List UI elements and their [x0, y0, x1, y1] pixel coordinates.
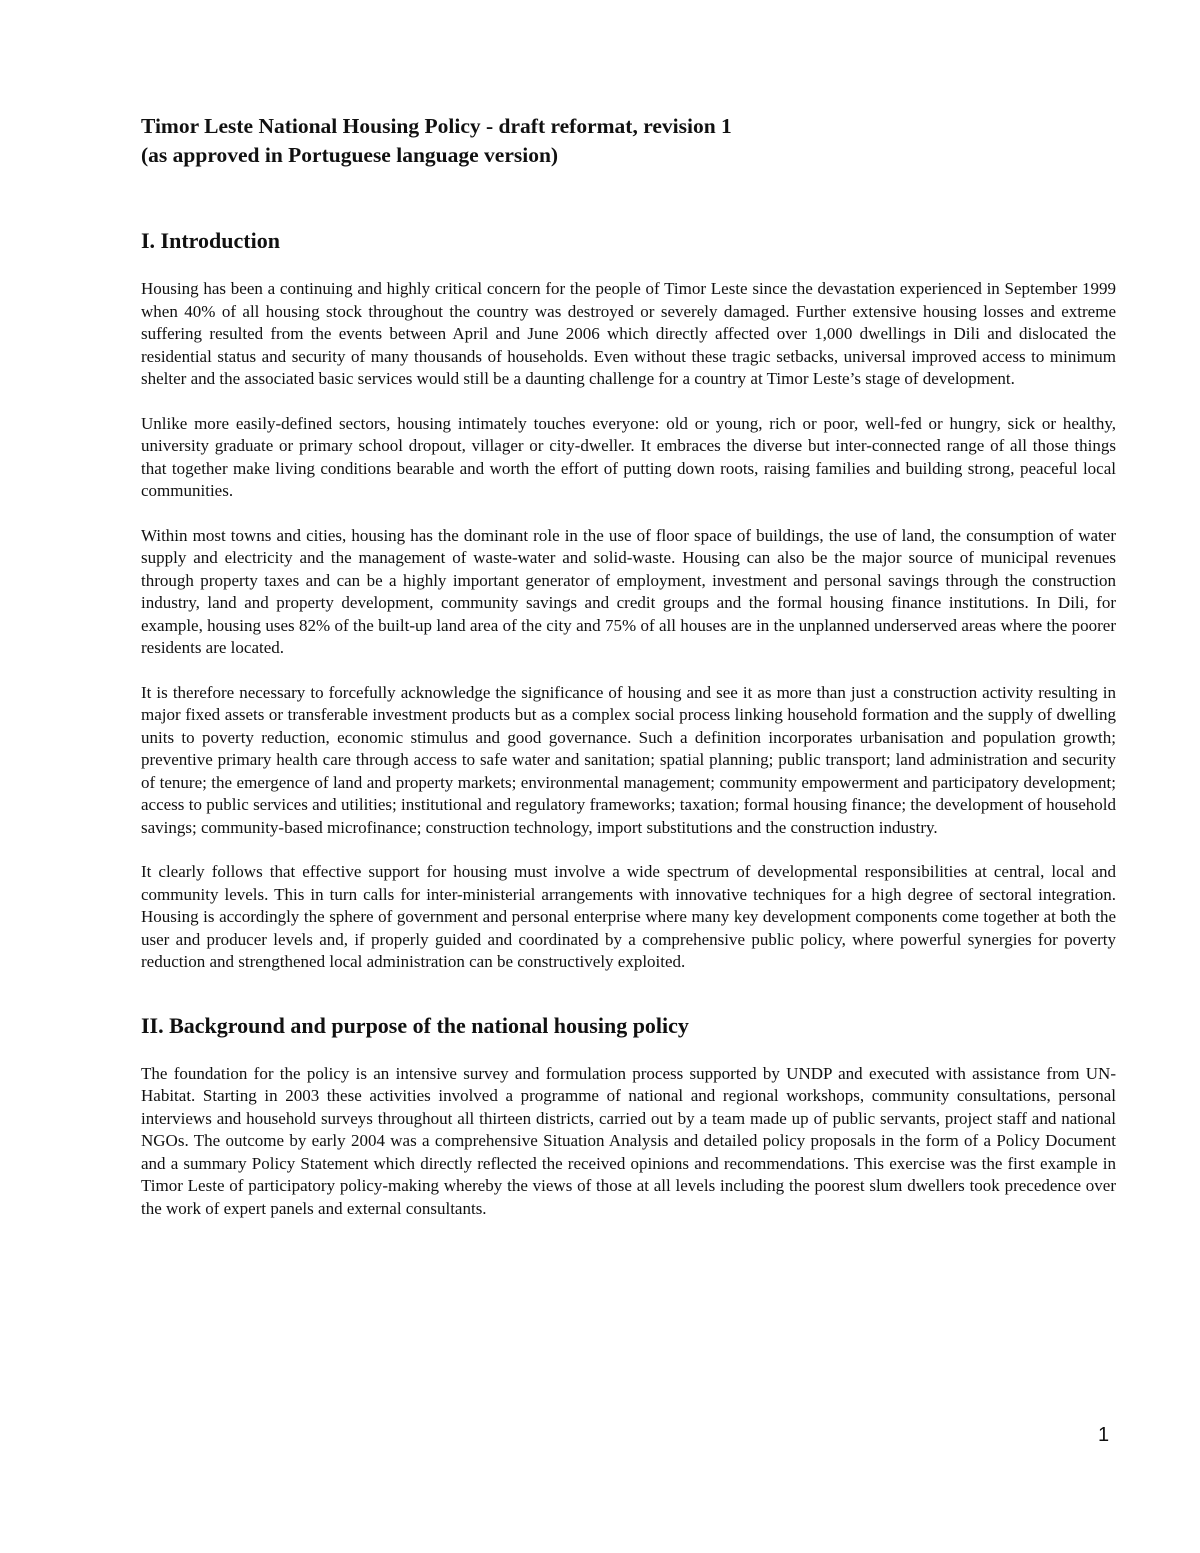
section-heading-background: II. Background and purpose of the national housing policy: [141, 1012, 689, 1038]
paragraph: Housing has been a continuing and highly critical concern for the people of Timor Leste since the devastation experienced in September 1999 when 40% of all housing stock throughout the country was destroyed or severely damaged. Further extensive housing losses and extreme suffering resulted from the events between April and June 2006 which directly affected over 1,000 dwellings in Dili and dislocated the residential status and security of many thousands of households. Even without these tragic setbacks, universal improved access to minimum shelter and the associated basic services would still be a daunting challenge for a country at Timor Leste’s stage of development.: [141, 279, 1116, 388]
paragraph: The foundation for the policy is an intensive survey and formulation process supported by UNDP and executed with assistance from UN-Habitat. Starting in 2003 these activities involved a programme of national and regional workshops, community consultations, personal interviews and household surveys throughout all thirteen districts, carried out by a team made up of public servants, project staff and national NGOs. The outcome by early 2004 was a comprehensive Situation Analysis and detailed policy proposals in the form of a Policy Document and a summary Policy Statement which directly reflected the received opinions and recommendations. This exercise was the first example in Timor Leste of participatory policy-making whereby the views of those at all levels including the poorest slum dwellers took precedence over the work of expert panels and external consultants.: [141, 1063, 1116, 1218]
document-title: [141, 112, 1116, 170]
title-line-1: Timor Leste National Housing Policy - draft reformat, revision 1: [141, 114, 732, 138]
section-heading-introduction: I. Introduction: [141, 228, 280, 253]
paragraph: It clearly follows that effective support for housing must involve a wide spectrum of developmental responsibilities at central, local and community levels. This in turn calls for inter-ministerial arrangements with innovative techniques for a high degree of sectoral integration. Housing is accordingly the sphere of government and personal enterprise where many key development components come together at both the user and producer levels and, if properly guided and coordinated by a comprehensive public policy, where powerful synergies for poverty reduction and strengthened local administration can be constructively exploited.: [141, 862, 1116, 971]
paragraph: Within most towns and cities, housing has the dominant role in the use of floor space of buildings, the use of land, the consumption of water supply and electricity and the management of waste-water and solid-waste. Housing can also be the major source of municipal revenues through property taxes and can be a highly important generator of employment, investment and personal savings through the construction industry, land and property development, community savings and credit groups and the formal housing finance institutions. In Dili, for example, housing uses 82% of the built-up land area of the city and 75% of all houses are in the unplanned underserved areas where the poorer residents are located.: [141, 525, 1116, 657]
title-line-2: (as approved in Portuguese language version): [141, 143, 559, 167]
page-number: 1: [1098, 1424, 1110, 1446]
paragraph: It is therefore necessary to forcefully acknowledge the significance of housing and see it as more than just a construction activity resulting in major fixed assets or transferable investment products but as a complex social process linking household formation and the supply of dwelling units to poverty reduction, economic stimulus and good governance. Such a definition incorporates urbanisation and population growth; preventive primary health care through access to safe water and sanitation; spatial planning; public transport; land administration and security of tenure; the emergence of land and property markets; environmental management; community empowerment and participatory development; access to public services and utilities; institutional and regulatory frameworks; taxation; formal housing finance; the development of household savings; community-based microfinance; construction technology, import substitutions and the construction industry.: [141, 682, 1116, 837]
document-page: [141, 112, 1116, 1220]
section-body-background: [141, 1063, 1116, 1221]
paragraph: Unlike more easily-defined sectors, housing intimately touches everyone: old or young, rich or poor, well-fed or hungry, sick or healthy, university graduate or primary school dropout, villager or city-dweller. It embraces the diverse but inter-connected range of all those things that together make living conditions bearable and worth the effort of putting down roots, raising families and building strong, peaceful local communities.: [141, 413, 1116, 500]
section-body-introduction: [141, 278, 1116, 974]
